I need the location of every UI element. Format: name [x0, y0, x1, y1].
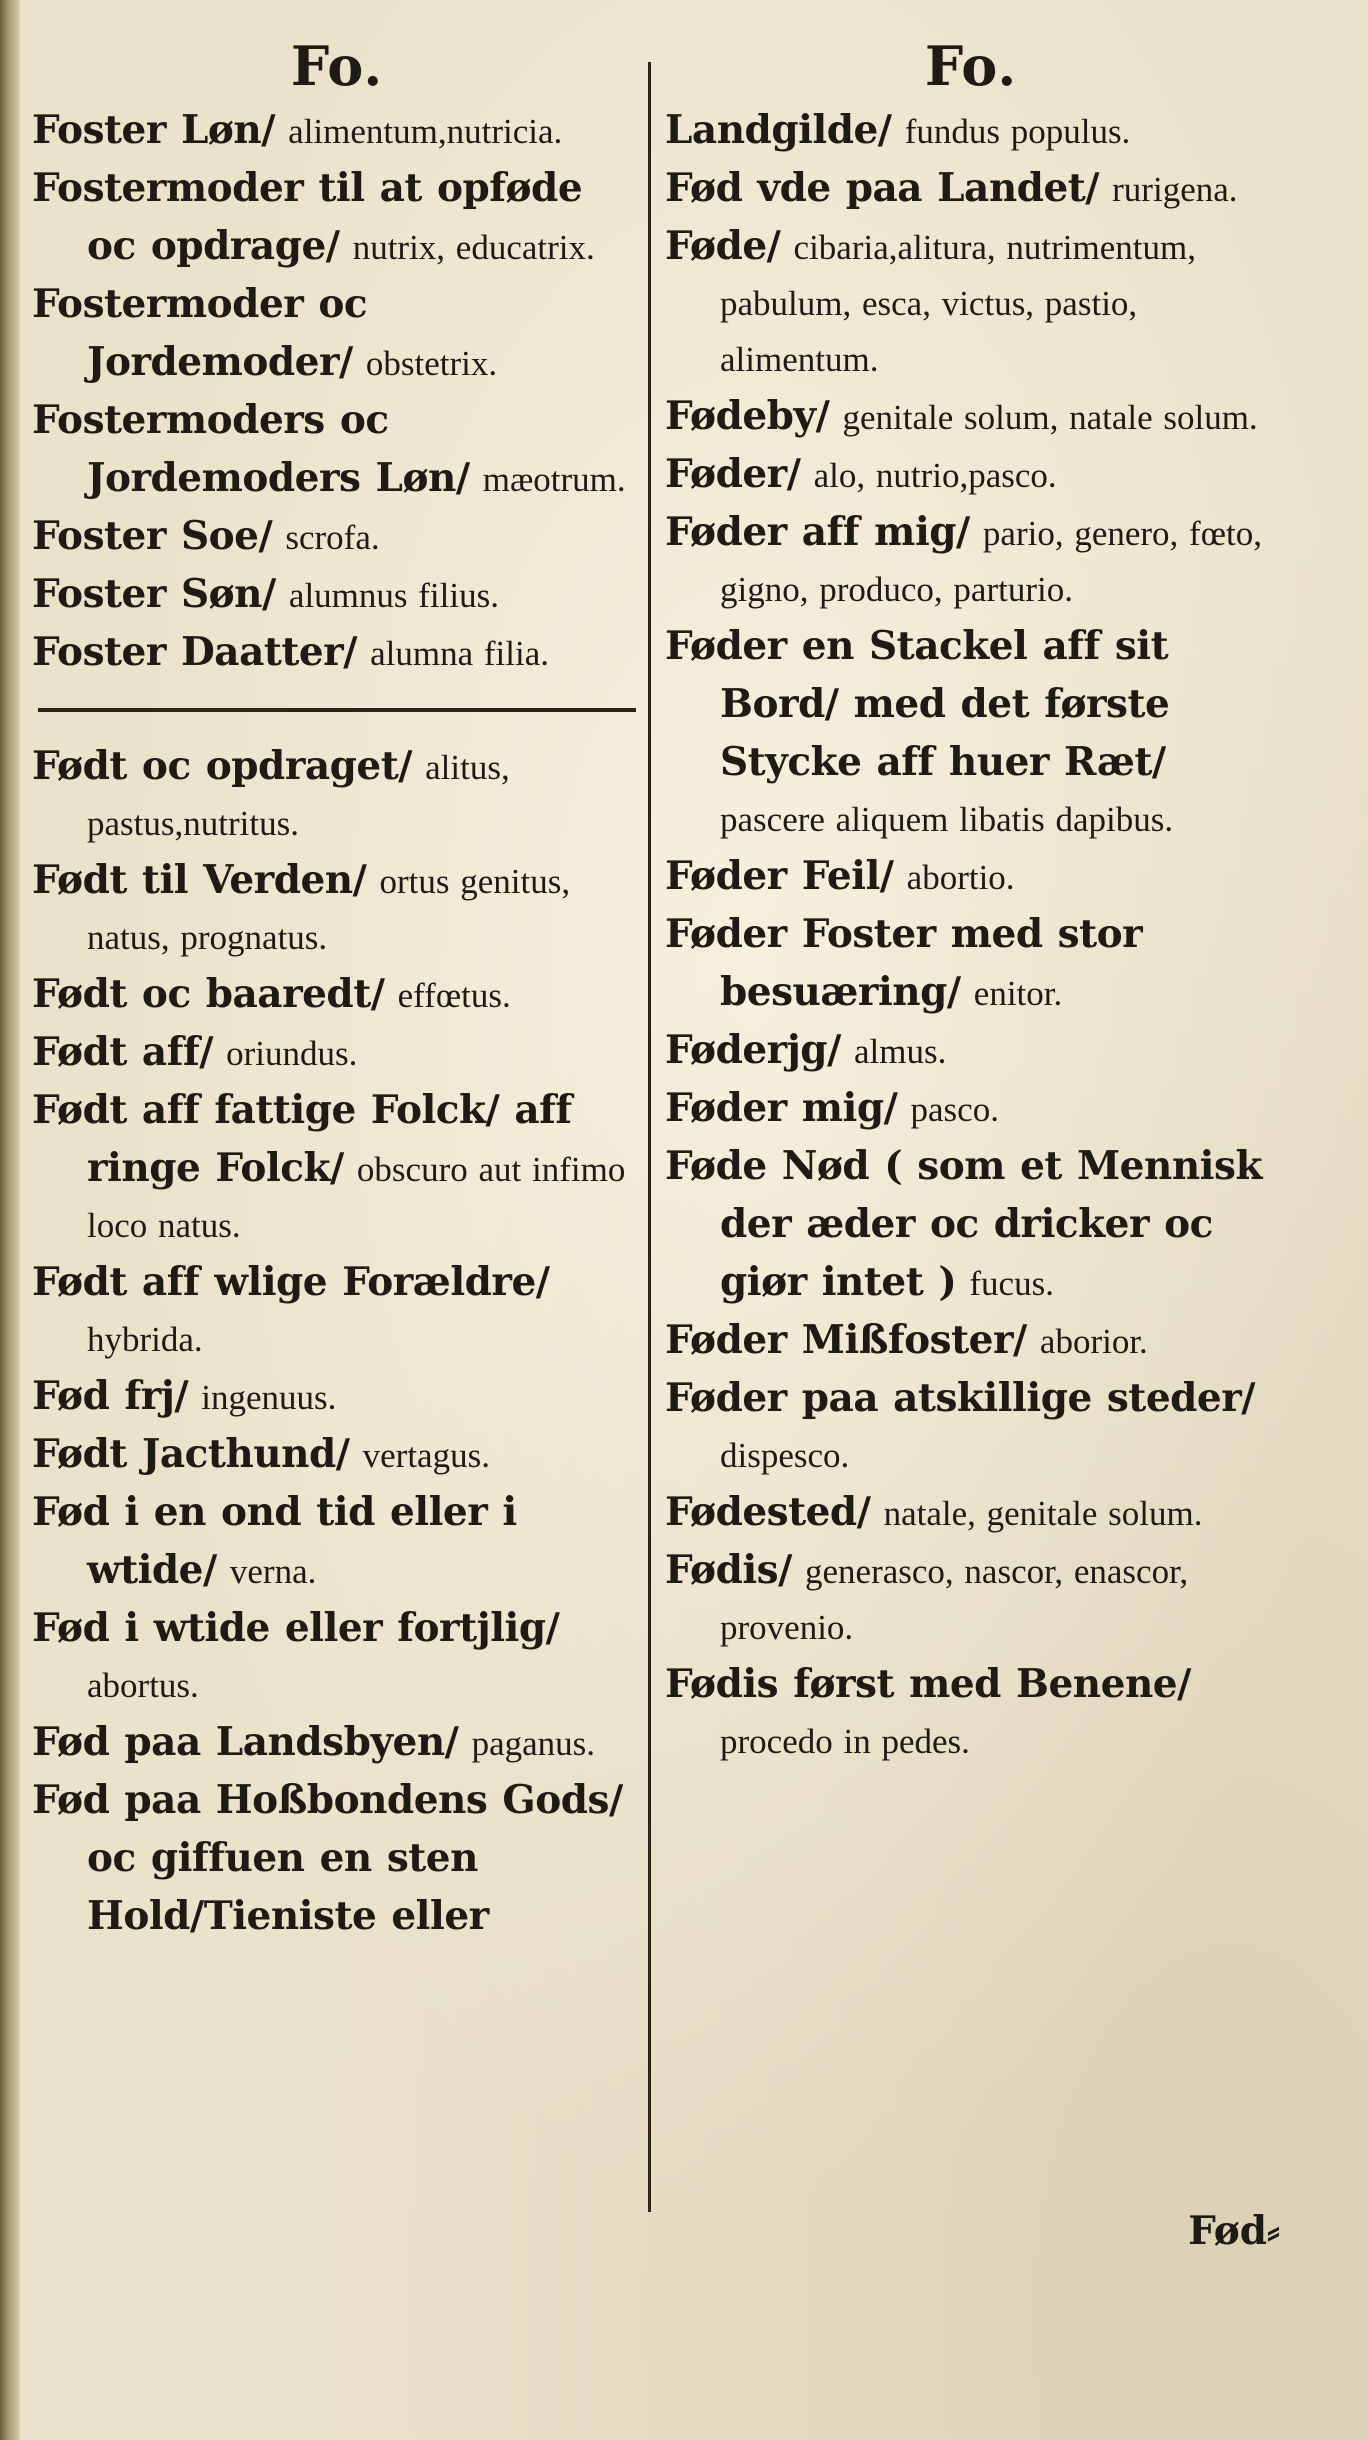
catchword: Fød⸗	[1188, 2208, 1280, 2254]
entry-headword: Fostermoder oc Jordemoder/	[32, 281, 368, 385]
entry-latin: ortus genitus, natus, prognatus.	[87, 862, 571, 957]
dictionary-entry	[32, 276, 642, 392]
entry-latin: nutrix, educatrix.	[352, 228, 595, 267]
entry-latin: hybrida.	[87, 1320, 203, 1359]
entry-headword: Føder mig/	[665, 1085, 898, 1131]
entry-headword: Født aff/	[32, 1029, 213, 1075]
entry-headword: Fød frj/	[32, 1373, 189, 1419]
dictionary-entry	[665, 1656, 1277, 1770]
right-column-heading: Fo.	[924, 34, 1018, 98]
dictionary-entry	[665, 218, 1277, 388]
entry-headword: Føder paa atskillige steder/	[665, 1375, 1256, 1421]
entry-latin: generasco, nascor, enascor, provenio.	[720, 1552, 1189, 1647]
entry-headword: Føde Nød ( som et Mennisk der æder oc dricker oc giør intet )	[665, 1143, 1262, 1305]
entry-headword: Fød i wtide eller fortjlig/	[32, 1605, 560, 1651]
entry-headword: Fødeby/	[665, 393, 830, 439]
entry-headword: Landgilde/	[665, 107, 892, 153]
dictionary-entry	[665, 1542, 1277, 1656]
entry-latin: pascere aliquem libatis dapibus.	[720, 800, 1174, 839]
entry-latin: rurigena.	[1112, 170, 1238, 209]
entry-latin: pario, genero, fœto, gigno, produco, parturio.	[720, 514, 1262, 609]
entry-headword: Fostermoders oc Jordemoders Løn/	[32, 397, 470, 501]
entry-headword: Født oc baaredt/	[32, 971, 385, 1017]
entry-latin: obstetrix.	[365, 344, 498, 383]
entry-latin: dispesco.	[720, 1436, 850, 1475]
dictionary-entry	[665, 388, 1277, 446]
dictionary-entry	[32, 852, 642, 966]
entry-latin: paganus.	[471, 1724, 596, 1763]
dictionary-entry	[32, 1426, 642, 1484]
entry-latin: aborior.	[1039, 1322, 1148, 1361]
dictionary-entry	[665, 1080, 1277, 1138]
entry-latin: scrofa.	[285, 518, 380, 557]
dictionary-entry	[665, 1022, 1277, 1080]
entry-headword: Fød i en ond tid eller i wtide/	[32, 1489, 517, 1593]
dictionary-entry	[665, 1370, 1277, 1484]
entry-latin: alimentum,nutricia.	[288, 112, 563, 151]
entry-latin: procedo in pedes.	[720, 1722, 970, 1761]
dictionary-entry	[32, 1714, 642, 1772]
entry-latin: ingenuus.	[201, 1378, 337, 1417]
entry-latin: abortus.	[87, 1666, 199, 1705]
entry-headword: Født oc opdraget/	[32, 743, 412, 789]
entry-latin: verna.	[229, 1552, 317, 1591]
entry-latin: fucus.	[969, 1264, 1054, 1303]
entry-headword: Foster Løn/	[32, 107, 276, 153]
entry-headword: Føder Foster med stor besuæring/	[665, 911, 1143, 1015]
dictionary-entry	[32, 160, 642, 276]
dictionary-entry	[32, 966, 642, 1024]
dictionary-entry	[32, 1024, 642, 1082]
entry-latin: cibaria,alitura, nutrimentum, pabulum, esca, victus, pastio, alimentum.	[720, 228, 1196, 379]
entry-headword: Foster Daatter/	[32, 629, 357, 675]
entry-latin: mæotrum.	[482, 460, 626, 499]
book-binding-edge	[0, 0, 20, 2440]
entry-headword: Født aff fattige Folck/ aff ringe Folck/	[32, 1087, 572, 1191]
dictionary-entry	[665, 102, 1277, 160]
entry-headword: Fødis først med Benene/	[665, 1661, 1191, 1707]
entry-headword: Føder Feil/	[665, 853, 894, 899]
entry-headword: Føder Mißfoster/	[665, 1317, 1027, 1363]
entry-headword: Fød paa Landsbyen/	[32, 1719, 459, 1765]
dictionary-entry	[32, 1254, 642, 1368]
left-column	[32, 30, 642, 1946]
dictionary-entry	[665, 906, 1277, 1022]
dictionary-entry	[32, 1368, 642, 1426]
entry-headword: Fød paa Hoßbondens Gods/ oc giffuen en sten Hold/Tieniste eller	[32, 1777, 623, 1939]
entry-latin: alumnus filius.	[288, 576, 499, 615]
entry-headword: Fød vde paa Landet/	[665, 165, 1100, 211]
dictionary-entry	[665, 504, 1277, 618]
dictionary-entry	[32, 1484, 642, 1600]
entry-latin: alitus, pastus,nutritus.	[87, 748, 510, 843]
entry-latin: natale, genitale solum.	[883, 1494, 1203, 1533]
dictionary-entry	[32, 102, 642, 160]
entry-headword: Føder aff mig/	[665, 509, 970, 555]
dictionary-entry	[32, 624, 642, 682]
entry-headword: Fødis/	[665, 1547, 792, 1593]
entry-headword: Født til Verden/	[32, 857, 367, 903]
entry-latin: genitale solum, natale solum.	[842, 398, 1258, 437]
entry-headword: Føder en Stackel aff sit Bord/ med det første Stycke aff huer Ræt/	[665, 623, 1170, 785]
entry-latin: alumna filia.	[370, 634, 550, 673]
dictionary-entry	[32, 1600, 642, 1714]
entry-headword: Føder/	[665, 451, 801, 497]
entry-latin: almus.	[853, 1032, 947, 1071]
right-column	[665, 30, 1277, 1770]
entry-headword: Foster Soe/	[32, 513, 273, 559]
dictionary-entry	[665, 446, 1277, 504]
dictionary-entry	[665, 618, 1277, 848]
left-entries-group-2	[32, 738, 642, 1946]
entry-headword: Føde/	[665, 223, 781, 269]
entry-headword: Fødested/	[665, 1489, 871, 1535]
dictionary-entry	[32, 392, 642, 508]
entry-latin: enitor.	[973, 974, 1063, 1013]
entry-latin: alo, nutrio,pasco.	[813, 456, 1057, 495]
entry-latin: effœtus.	[397, 976, 511, 1015]
entry-headword: Fostermoder til at opføde oc opdrage/	[32, 165, 583, 269]
entry-headword: Føderjg/	[665, 1027, 841, 1073]
entry-latin: pasco.	[910, 1090, 999, 1129]
dictionary-entry	[665, 1484, 1277, 1542]
dictionary-entry	[32, 1082, 642, 1254]
dictionary-entry	[32, 566, 642, 624]
dictionary-entry	[32, 738, 642, 852]
right-entries-group	[665, 102, 1277, 1770]
section-rule	[38, 708, 636, 712]
dictionary-entry	[32, 508, 642, 566]
entry-latin: abortio.	[906, 858, 1015, 897]
entry-headword: Foster Søn/	[32, 571, 276, 617]
dictionary-entry	[32, 1772, 642, 1946]
dictionary-entry	[665, 1138, 1277, 1312]
entry-latin: obscuro aut infimo loco natus.	[87, 1150, 626, 1245]
entry-headword: Født aff wlige Forældre/	[32, 1259, 550, 1305]
entry-headword: Født Jacthund/	[32, 1431, 350, 1477]
left-entries-group-1	[32, 102, 642, 682]
left-column-heading: Fo.	[290, 34, 384, 98]
dictionary-entry	[665, 160, 1277, 218]
dictionary-entry	[665, 848, 1277, 906]
entry-latin: fundus populus.	[904, 112, 1131, 151]
entry-latin: oriundus.	[226, 1034, 358, 1073]
column-divider	[648, 62, 651, 2212]
entry-latin: vertagus.	[362, 1436, 490, 1475]
dictionary-entry	[665, 1312, 1277, 1370]
